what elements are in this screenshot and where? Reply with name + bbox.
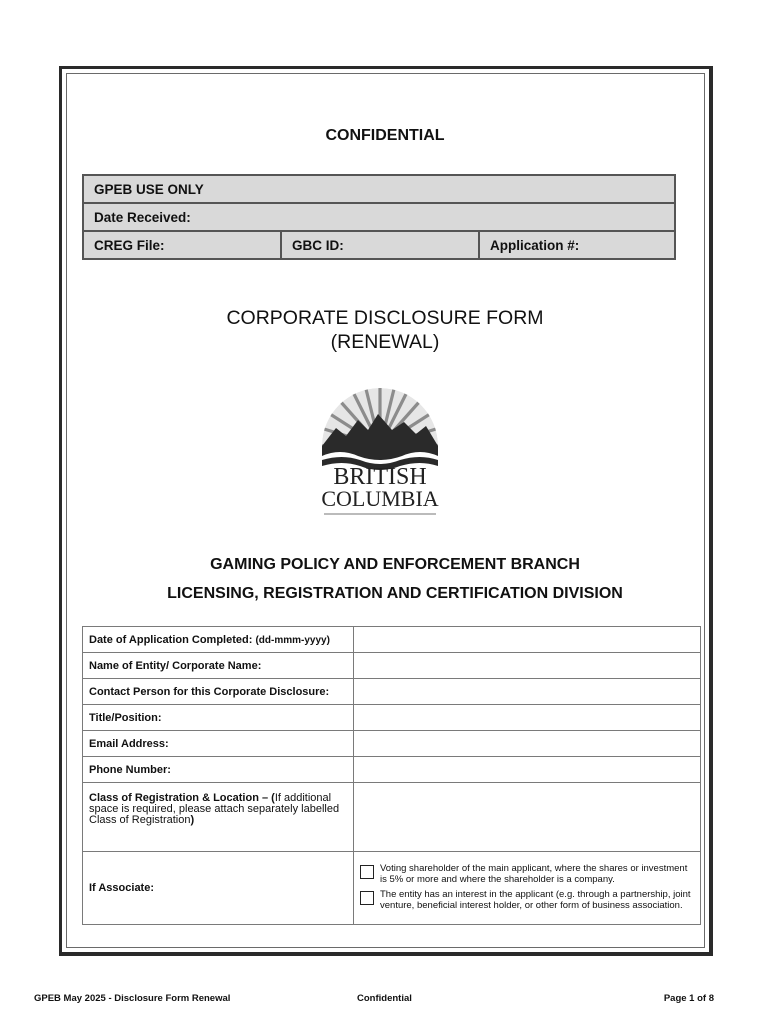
branch-line2: LICENSING, REGISTRATION AND CERTIFICATION DIVISION bbox=[167, 585, 623, 602]
confidential-heading: CONFIDENTIAL bbox=[325, 127, 445, 144]
entity-name-label: Name of Entity/ Corporate Name: bbox=[83, 653, 354, 679]
class-registration-input[interactable] bbox=[354, 783, 701, 852]
title-position-label: Title/Position: bbox=[83, 705, 354, 731]
if-associate-label: If Associate: bbox=[83, 852, 354, 925]
footer-page-number: Page 1 of 8 bbox=[663, 993, 714, 1004]
branch-heading bbox=[0, 550, 770, 608]
entity-name-input[interactable] bbox=[354, 653, 701, 679]
date-completed-input[interactable] bbox=[354, 627, 701, 653]
contact-person-label: Contact Person for this Corporate Disclosure: bbox=[83, 679, 354, 705]
associate-option-shareholder bbox=[360, 863, 694, 885]
class-registration-label: Class of Registration & Location – (If additional space is required, please attach separately labelled Class of Registration) bbox=[83, 783, 354, 852]
email-address-label: Email Address: bbox=[83, 731, 354, 757]
creg-file-field[interactable]: CREG File: bbox=[83, 231, 281, 259]
form-title bbox=[0, 306, 770, 354]
associate-options bbox=[354, 852, 701, 925]
interest-option-text: The entity has an interest in the applicant (e.g. through a partnership, joint venture, beneficial interest holder, or other form of business association. bbox=[380, 889, 691, 911]
footer-left: GPEB May 2025 - Disclosure Form Renewal bbox=[34, 993, 231, 1004]
contact-person-input[interactable] bbox=[354, 679, 701, 705]
date-completed-label: Date of Application Completed: (dd-mmm-yyyy) bbox=[83, 627, 354, 653]
shareholder-option-text: Voting shareholder of the main applicant, where the shares or investment is 5% or more and where the shareholder is a company. bbox=[380, 863, 688, 885]
associate-option-interest bbox=[360, 889, 694, 911]
logo-line1: BRITISH bbox=[333, 464, 427, 490]
form-title-line1: CORPORATE DISCLOSURE FORM bbox=[226, 307, 544, 329]
gpeb-use-only-table bbox=[82, 174, 676, 260]
branch-line1: GAMING POLICY AND ENFORCEMENT BRANCH bbox=[210, 556, 580, 573]
phone-number-label: Phone Number: bbox=[83, 757, 354, 783]
form-title-line2: (RENEWAL) bbox=[330, 331, 440, 353]
gbc-id-field[interactable]: GBC ID: bbox=[281, 231, 479, 259]
gpeb-use-only-title: GPEB USE ONLY bbox=[83, 175, 675, 203]
application-number-field[interactable]: Application #: bbox=[479, 231, 675, 259]
footer-center: Confidential bbox=[357, 993, 412, 1004]
email-address-input[interactable] bbox=[354, 731, 701, 757]
phone-number-input[interactable] bbox=[354, 757, 701, 783]
title-position-input[interactable] bbox=[354, 705, 701, 731]
logo-line2: COLUMBIA bbox=[321, 486, 439, 511]
bc-government-logo bbox=[302, 384, 458, 524]
shareholder-checkbox[interactable] bbox=[360, 865, 374, 879]
date-received-field[interactable]: Date Received: bbox=[83, 203, 675, 231]
interest-checkbox[interactable] bbox=[360, 891, 374, 905]
corporate-info-table bbox=[82, 626, 701, 925]
